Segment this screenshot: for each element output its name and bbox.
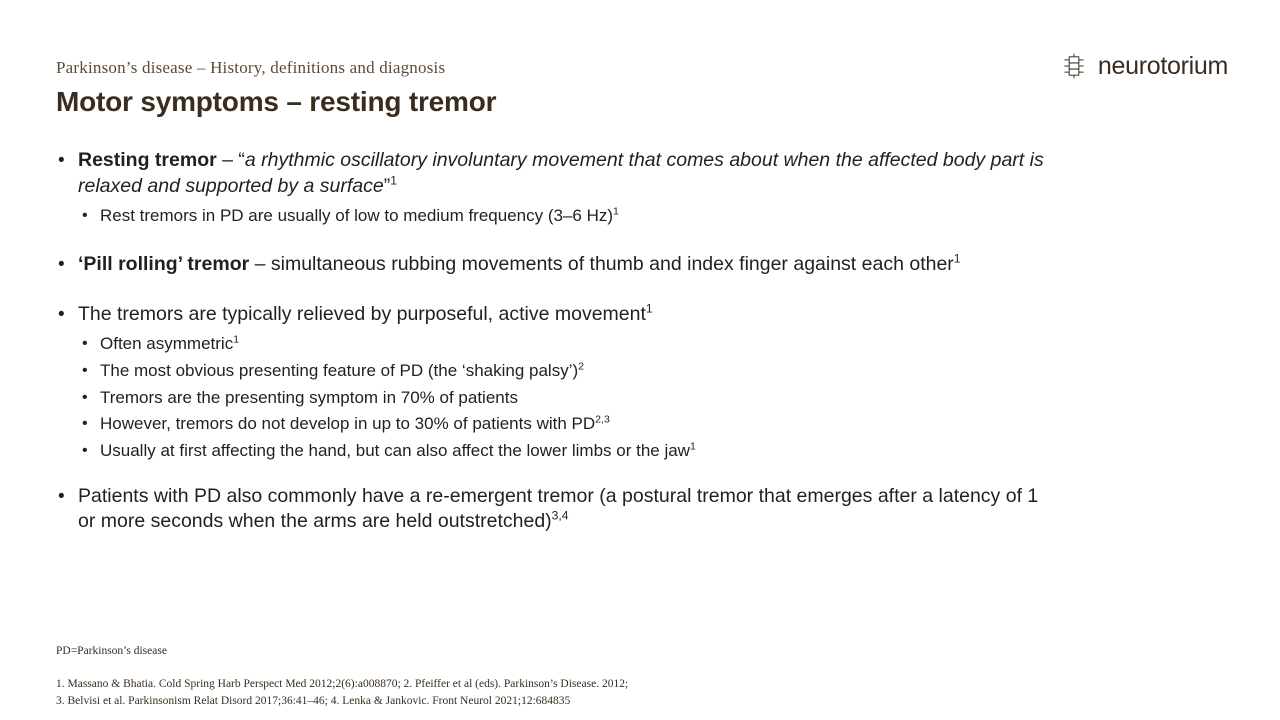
references-line-1: 1. Massano & Bhatia. Cold Spring Harb Perspect Med 2012;2(6):a008870; 2. Pfeiffer et al (eds). Parkinson’s Disease. 2012;: [56, 678, 629, 690]
sub-bullet-3-2-ref: 2: [578, 360, 584, 373]
bullet-block-3: [56, 302, 1056, 463]
references-block: [56, 676, 628, 709]
bullet-item-relieved-by-movement: [56, 302, 1056, 463]
sub-bullet-asymmetric: [78, 332, 1056, 357]
sub-bullet-presenting-symptom: [78, 386, 1056, 411]
bullet-item-resting-tremor: [56, 148, 1056, 228]
sub-bullet-1-1-text: Rest tremors in PD are usually of low to medium frequency (3–6 Hz): [100, 205, 614, 225]
bullet-2-text: – simultaneous rubbing movements of thumb and index finger against each other: [249, 253, 954, 276]
bullet-1-ref: 1: [390, 173, 397, 188]
bullet-2-ref: 1: [953, 251, 961, 266]
sub-bullet-3-5-text: Usually at first affecting the hand, but can also affect the lower limbs or the jaw: [100, 440, 690, 460]
bullet-1-quote-close: ”: [383, 174, 391, 197]
logo-wordmark: neurotorium: [1097, 51, 1228, 80]
slide-body: [56, 148, 1056, 537]
bullet-item-pill-rolling: [56, 252, 1056, 278]
bullet-1-lead: Resting tremor: [78, 149, 217, 171]
sub-bullet-3-4-ref: 2,3: [595, 413, 610, 426]
sub-bullet-3-1-ref: 1: [233, 333, 240, 346]
sub-bullet-1-1-ref: 1: [613, 205, 619, 218]
bullet-2-lead: ‘Pill rolling’ tremor: [78, 253, 250, 276]
bullet-3-text: The tremors are typically relieved by purposeful, active movement: [78, 303, 646, 326]
bullet-1-dash: – “: [216, 149, 245, 171]
sub-bullet-rest-tremor-frequency: [78, 204, 1056, 229]
bullet-block-4: [56, 484, 1056, 536]
references-line-2: 3. Belvisi et al. Parkinsonism Relat Disord 2017;36:41–46; 4. Lenka & Jankovic. Front Neurol 2021;12:684835: [56, 694, 571, 707]
sub-bullet-3-1-text: Often asymmetric: [100, 334, 234, 354]
bullet-4-text: Patients with PD also commonly have a re-emergent tremor (a postural tremor that emerges after a latency of 1 or more seconds when the arms are held outstretched): [78, 484, 1039, 533]
slide-eyebrow: Parkinson’s disease – History, definitions and diagnosis: [56, 58, 446, 77]
brand-logo: [1060, 52, 1228, 80]
bullet-block-2: [56, 252, 1056, 278]
sub-bullet-3-5-ref: 1: [689, 440, 696, 453]
sub-bullet-hand-first: [78, 439, 1056, 464]
bullet-item-re-emergent-tremor: [56, 484, 1056, 536]
sub-bullet-3-3-text: Tremors are the presenting symptom in 70% of patients: [100, 387, 518, 407]
bullet-3-ref: 1: [645, 301, 653, 316]
bullet-block-1: [56, 148, 1056, 228]
bullet-1-quote: a rhythmic oscillatory involuntary movement that comes about when the affected body part is relaxed and supported by a surface: [78, 149, 1044, 197]
page-title: Motor symptoms – resting tremor: [56, 86, 497, 117]
sub-bullet-3-4-text: However, tremors do not develop in up to 30% of patients with PD: [100, 414, 596, 434]
neurotorium-grid-icon: [1060, 52, 1088, 80]
abbreviation-note: PD=Parkinson’s disease: [56, 645, 167, 657]
sub-bullet-3-2-text: The most obvious presenting feature of PD (the ‘shaking palsy’): [100, 360, 579, 380]
sub-bullet-no-tremor-30pct: [78, 412, 1056, 437]
bullet-4-ref: 3,4: [551, 508, 569, 523]
sub-bullet-shaking-palsy: [78, 359, 1056, 384]
